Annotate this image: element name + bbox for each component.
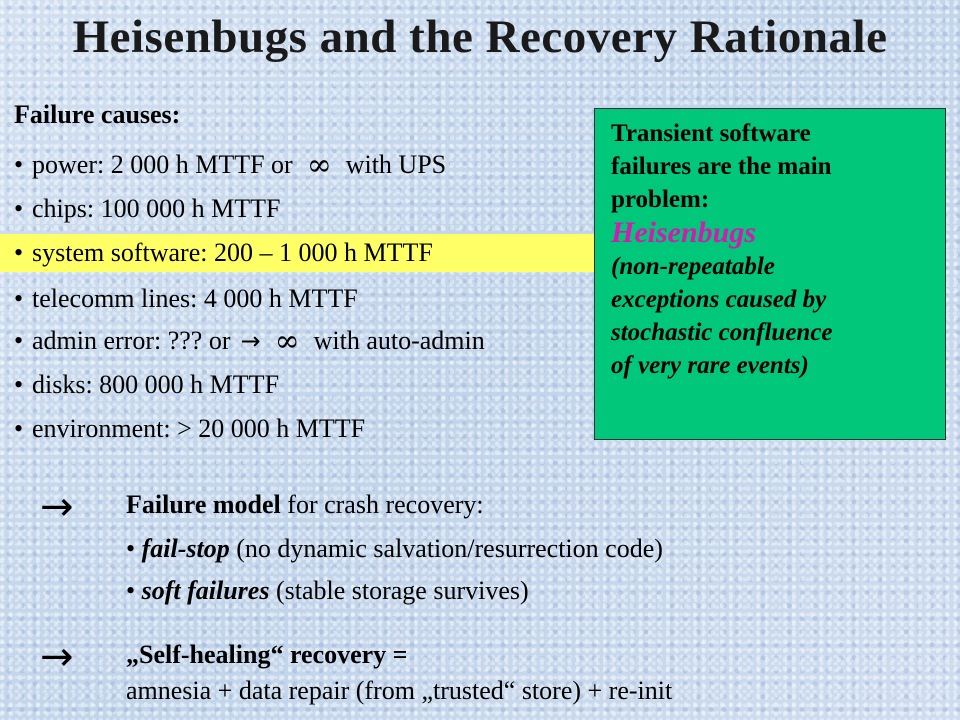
- arrow-icon: →: [40, 634, 74, 680]
- cause-telecomm: • telecomm lines: 4 000 h MTTF: [0, 280, 358, 318]
- failure-model-heading: Failure model for crash recovery:: [126, 490, 484, 519]
- cause-system-software: • system software: 200 – 1 000 h MTTF: [0, 234, 634, 272]
- infinity-icon: ∞: [306, 148, 332, 183]
- slide-title: Heisenbugs and the Recovery Rationale: [72, 11, 888, 63]
- bullet: •: [126, 576, 136, 605]
- cause-chips: • chips: 100 000 h MTTF: [0, 190, 280, 228]
- bullet: •: [14, 238, 24, 267]
- arrow-icon: →: [240, 327, 261, 355]
- model-item-fail-stop: • fail-stop (no dynamic salvation/resurrection code): [126, 534, 663, 563]
- arrow-icon: →: [40, 484, 74, 530]
- model-item-soft-failures: • soft failures (stable storage survives): [126, 576, 529, 605]
- cause-admin-error: • admin error: ??? or → ∞ with auto-admin: [14, 324, 485, 359]
- bullet: •: [14, 284, 24, 313]
- self-healing-heading: „Self-healing“ recovery =: [126, 640, 408, 669]
- heisenbugs-term: Heisenbugs: [611, 216, 757, 249]
- bullet: •: [14, 326, 24, 355]
- cause-disks: • disks: 800 000 h MTTF: [0, 366, 279, 404]
- cause-power: • power: 2 000 h MTTF or ∞ with UPS: [14, 148, 447, 183]
- self-healing-formula: amnesia + data repair (from „trusted“ store) + re-init: [126, 676, 673, 705]
- bullet: •: [14, 150, 24, 179]
- bullet: •: [126, 534, 136, 563]
- cause-environment: • environment: > 20 000 h MTTF: [0, 410, 365, 448]
- bullet: •: [14, 370, 24, 399]
- failure-causes-heading: Failure causes:: [14, 100, 181, 129]
- bullet: •: [14, 414, 24, 443]
- bullet: •: [14, 194, 24, 223]
- heisenbugs-callout: Transient software failures are the main problem: Heisenbugs (non-repeatable exceptions caused by stochastic confluence of very rare events): [594, 108, 946, 440]
- infinity-icon: ∞: [274, 324, 300, 359]
